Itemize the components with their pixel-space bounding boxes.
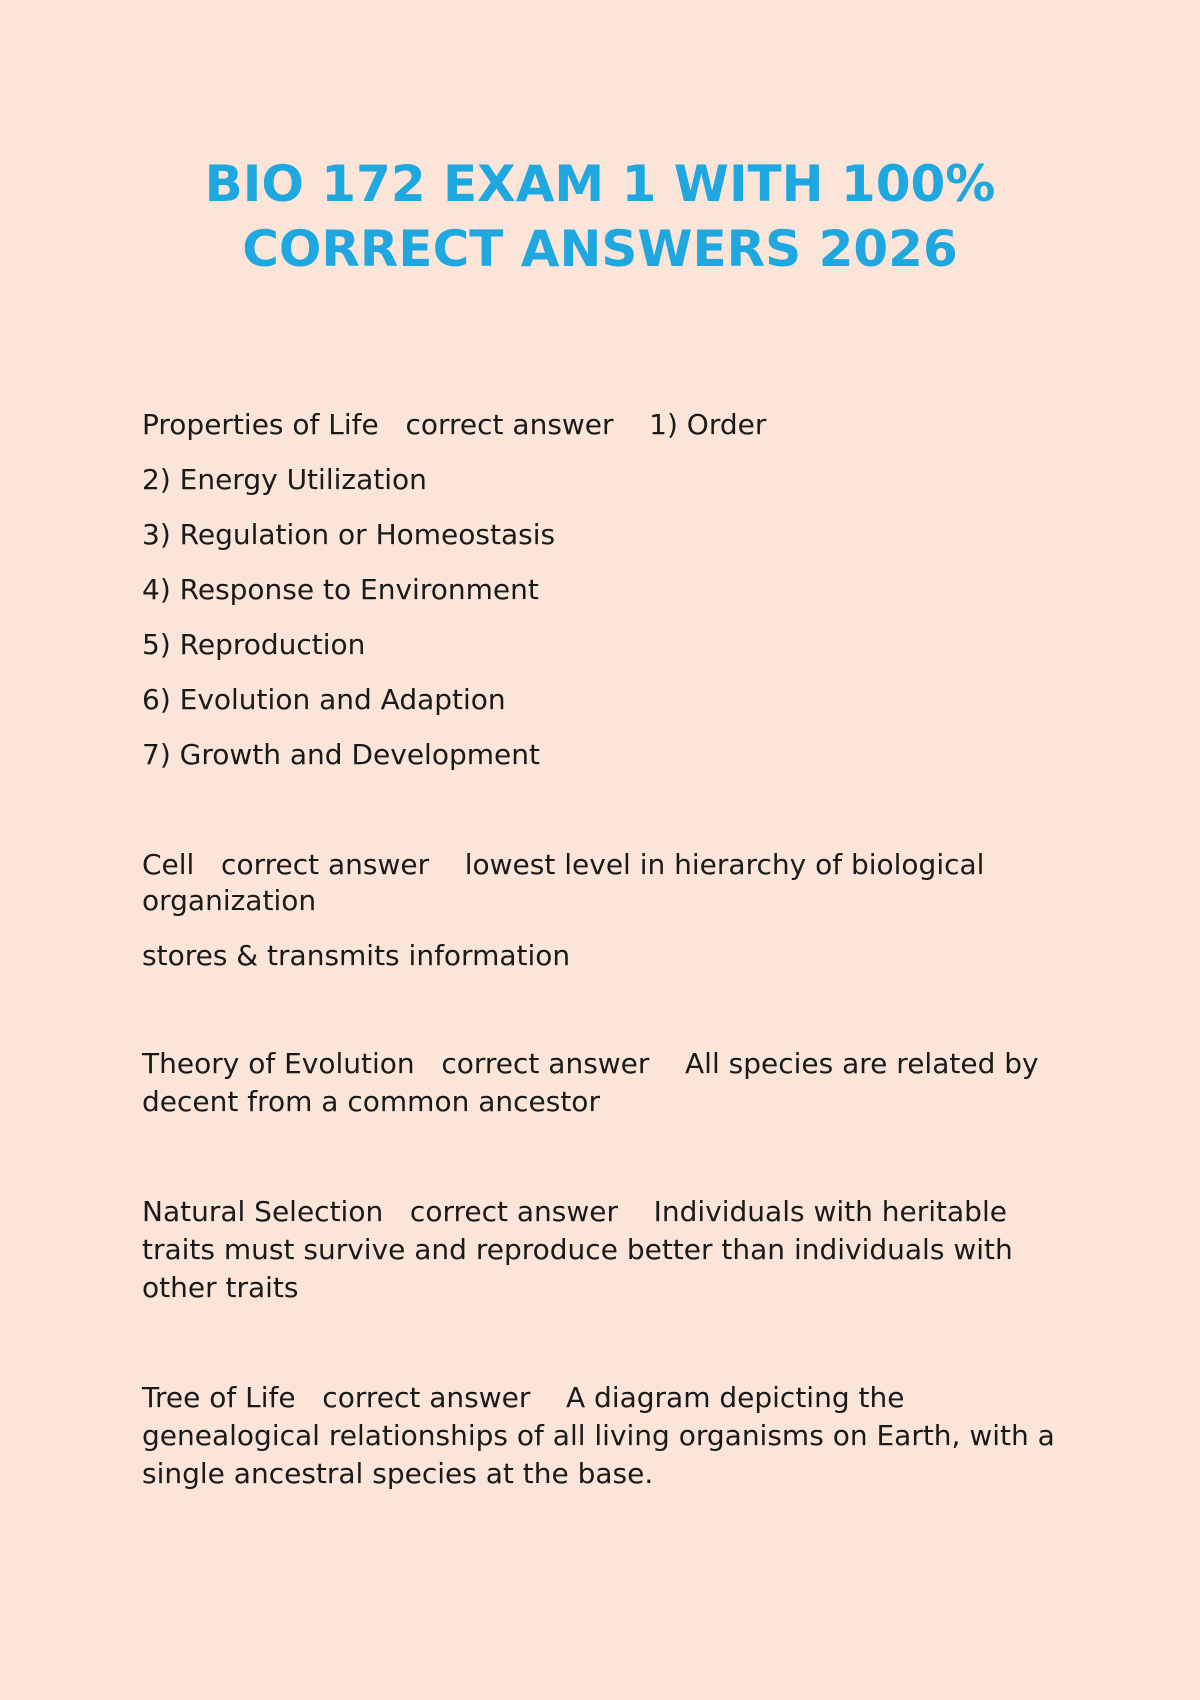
qa-heading-line [142, 1045, 1082, 1121]
qa-answer: Individuals with heritable traits must survive and reproduce better than individuals with other traits [142, 1195, 1013, 1304]
qa-extra: stores & transmits information [142, 939, 571, 972]
qa-marker: correct answer [441, 1047, 650, 1080]
qa-marker: correct answer [409, 1195, 618, 1228]
qa-answer: All species are related by decent from a common ancestor [142, 1047, 1039, 1118]
list-item: 3) Regulation or Homeostasis [142, 518, 556, 551]
qa-answer: lowest level in hierarchy of biological organization [142, 848, 985, 917]
qa-marker: correct answer [405, 408, 614, 441]
document-title [0, 152, 1200, 282]
qa-heading-line [142, 1379, 1082, 1493]
list-item: 7) Growth and Development [142, 738, 540, 771]
qa-heading-line [142, 406, 1082, 461]
qa-tree-of-life [142, 1379, 1082, 1493]
qa-term: Tree of Life [142, 1381, 296, 1414]
qa-heading-line [142, 847, 1082, 919]
qa-term: Cell [142, 848, 195, 881]
qa-marker: correct answer [221, 848, 430, 881]
qa-marker: correct answer [322, 1381, 531, 1414]
qa-answer: A diagram depicting the genealogical relationships of all living organisms on Earth, with a single ancestral species at the base. [142, 1381, 1055, 1490]
qa-cell [142, 847, 1082, 975]
title-line-2: CORRECT ANSWERS 2026 [242, 220, 958, 278]
qa-properties-of-life [142, 406, 1082, 791]
qa-answer: 1) Order [649, 408, 767, 441]
list-item: 2) Energy Utilization [142, 463, 427, 496]
qa-theory-of-evolution [142, 1045, 1082, 1121]
qa-term: Theory of Evolution [142, 1047, 415, 1080]
qa-heading-line [142, 1193, 1082, 1307]
qa-content [142, 406, 1082, 1493]
qa-term: Properties of Life [142, 408, 379, 441]
list-item: 6) Evolution and Adaption [142, 683, 506, 716]
qa-natural-selection [142, 1193, 1082, 1307]
qa-term: Natural Selection [142, 1195, 384, 1228]
list-item: 4) Response to Environment [142, 573, 539, 606]
list-item: 5) Reproduction [142, 628, 366, 661]
title-line-1: BIO 172 EXAM 1 WITH 100% [204, 155, 996, 213]
